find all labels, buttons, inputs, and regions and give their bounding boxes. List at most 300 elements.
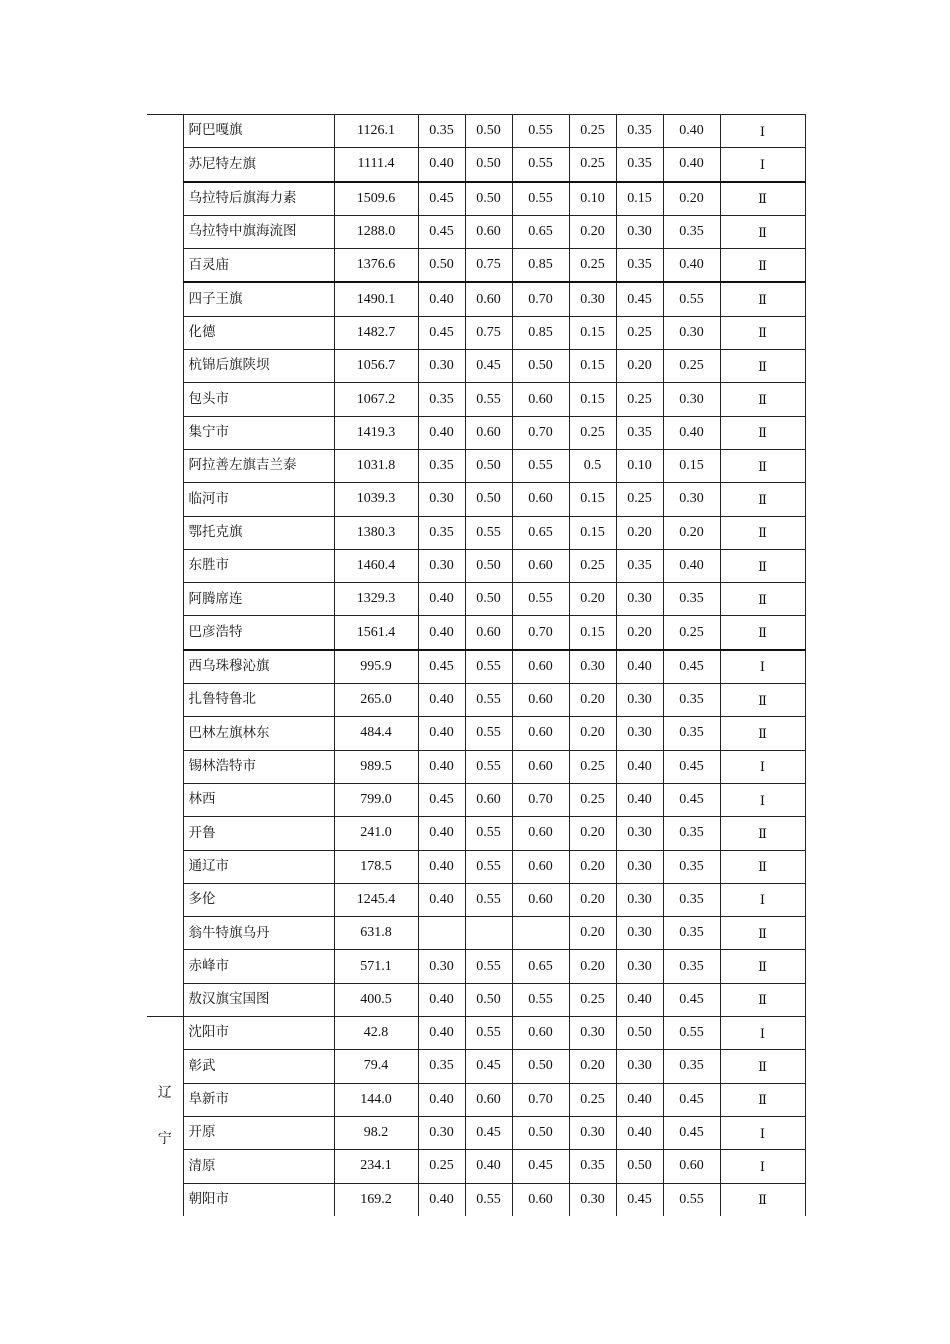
value-cell: 0.55 (465, 850, 512, 883)
altitude-cell: 1067.2 (334, 383, 418, 416)
value-cell: 0.40 (616, 750, 663, 783)
value-cell: 0.60 (512, 483, 569, 516)
value-cell: 0.20 (663, 182, 720, 216)
table-row (147, 983, 805, 1016)
table-row (147, 549, 805, 582)
value-cell: 0.45 (616, 1183, 663, 1216)
table-row (147, 1083, 805, 1116)
value-cell: 0.25 (616, 483, 663, 516)
value-cell: 0.50 (512, 350, 569, 383)
table-row (147, 182, 805, 216)
value-cell: 0.20 (569, 883, 616, 916)
value-cell: 0.30 (569, 1116, 616, 1149)
value-cell: 0.25 (418, 1150, 465, 1183)
station-name-cell: 阿拉善左旗吉兰泰 (183, 449, 334, 482)
value-cell: 0.70 (512, 416, 569, 449)
grade-cell: Ⅰ (720, 650, 805, 684)
value-cell: 0.35 (663, 950, 720, 983)
altitude-cell: 1460.4 (334, 549, 418, 582)
station-name-cell: 朝阳市 (183, 1183, 334, 1216)
altitude-cell: 169.2 (334, 1183, 418, 1216)
value-cell: 0.30 (569, 650, 616, 684)
value-cell: 0.55 (512, 148, 569, 182)
value-cell: 0.40 (663, 549, 720, 582)
altitude-cell: 631.8 (334, 917, 418, 950)
value-cell: 0.55 (663, 1017, 720, 1050)
grade-cell: Ⅱ (720, 249, 805, 283)
value-cell: 0.40 (663, 249, 720, 283)
value-cell: 0.55 (465, 717, 512, 750)
value-cell: 0.10 (569, 182, 616, 216)
value-cell: 0.30 (616, 1050, 663, 1083)
grade-cell: Ⅰ (720, 1017, 805, 1050)
value-cell: 0.65 (512, 215, 569, 248)
value-cell: 0.60 (465, 616, 512, 650)
value-cell: 0.55 (465, 750, 512, 783)
altitude-cell: 241.0 (334, 817, 418, 850)
table-row (147, 883, 805, 916)
value-cell: 0.20 (569, 850, 616, 883)
altitude-cell: 1288.0 (334, 215, 418, 248)
station-name-cell: 开原 (183, 1116, 334, 1149)
value-cell: 0.60 (465, 416, 512, 449)
value-cell: 0.35 (663, 817, 720, 850)
value-cell: 0.40 (465, 1150, 512, 1183)
value-cell: 0.70 (512, 1083, 569, 1116)
station-name-cell: 临河市 (183, 483, 334, 516)
value-cell: 0.35 (418, 449, 465, 482)
value-cell: 0.45 (616, 282, 663, 316)
grade-cell: Ⅱ (720, 1050, 805, 1083)
altitude-cell: 1419.3 (334, 416, 418, 449)
value-cell: 0.60 (512, 817, 569, 850)
value-cell: 0.55 (465, 1017, 512, 1050)
province-char: 辽 (157, 1085, 172, 1102)
value-cell: 0.15 (569, 383, 616, 416)
value-cell: 0.55 (512, 182, 569, 216)
table-row (147, 350, 805, 383)
grade-cell: Ⅱ (720, 616, 805, 650)
value-cell: 0.35 (616, 416, 663, 449)
value-cell: 0.60 (512, 383, 569, 416)
value-cell: 0.75 (465, 316, 512, 349)
station-name-cell: 乌拉特后旗海力素 (183, 182, 334, 216)
table-row (147, 950, 805, 983)
value-cell: 0.55 (512, 449, 569, 482)
value-cell: 0.55 (512, 583, 569, 616)
table-row (147, 750, 805, 783)
grade-cell: Ⅰ (720, 783, 805, 816)
altitude-cell: 1126.1 (334, 115, 418, 148)
value-cell: 0.25 (569, 783, 616, 816)
altitude-cell: 1031.8 (334, 449, 418, 482)
station-name-cell: 清原 (183, 1150, 334, 1183)
altitude-cell: 1245.4 (334, 883, 418, 916)
grade-cell: Ⅱ (720, 282, 805, 316)
value-cell: 0.40 (418, 750, 465, 783)
value-cell: 0.35 (418, 516, 465, 549)
station-name-cell: 乌拉特中旗海流图 (183, 215, 334, 248)
value-cell: 0.40 (418, 717, 465, 750)
value-cell: 0.55 (512, 983, 569, 1016)
value-cell: 0.40 (418, 1017, 465, 1050)
table-row (147, 516, 805, 549)
altitude-cell: 484.4 (334, 717, 418, 750)
value-cell: 0.20 (569, 717, 616, 750)
altitude-cell: 400.5 (334, 983, 418, 1016)
value-cell: 0.15 (569, 316, 616, 349)
value-cell: 0.60 (512, 1183, 569, 1216)
grade-cell: Ⅱ (720, 416, 805, 449)
grade-cell: Ⅱ (720, 983, 805, 1016)
value-cell: 0.40 (418, 282, 465, 316)
grade-cell: Ⅱ (720, 950, 805, 983)
table-row (147, 1150, 805, 1183)
altitude-cell: 1482.7 (334, 316, 418, 349)
value-cell: 0.75 (465, 249, 512, 283)
value-cell: 0.35 (663, 850, 720, 883)
table-row (147, 416, 805, 449)
value-cell: 0.45 (663, 1083, 720, 1116)
value-cell: 0.15 (569, 483, 616, 516)
grade-cell: Ⅰ (720, 883, 805, 916)
value-cell: 0.40 (418, 616, 465, 650)
value-cell: 0.60 (465, 1083, 512, 1116)
table-row (147, 717, 805, 750)
grade-cell: Ⅰ (720, 750, 805, 783)
value-cell: 0.30 (418, 1116, 465, 1149)
value-cell: 0.25 (569, 750, 616, 783)
value-cell: 0.45 (663, 650, 720, 684)
value-cell: 0.35 (616, 115, 663, 148)
grade-cell: Ⅰ (720, 1150, 805, 1183)
station-name-cell: 沈阳市 (183, 1017, 334, 1050)
table-body (147, 115, 805, 1216)
table-row (147, 850, 805, 883)
grade-cell: Ⅱ (720, 449, 805, 482)
value-cell: 0.35 (663, 684, 720, 717)
table-row (147, 449, 805, 482)
station-name-cell: 开鲁 (183, 817, 334, 850)
table-row (147, 249, 805, 283)
station-name-cell: 巴林左旗林东 (183, 717, 334, 750)
grade-cell: Ⅱ (720, 350, 805, 383)
value-cell: 0.30 (616, 950, 663, 983)
value-cell: 0.20 (569, 583, 616, 616)
table-row (147, 783, 805, 816)
grade-cell: Ⅱ (720, 516, 805, 549)
value-cell: 0.60 (465, 783, 512, 816)
grade-cell: Ⅱ (720, 717, 805, 750)
value-cell: 0.45 (663, 1116, 720, 1149)
station-name-cell: 通辽市 (183, 850, 334, 883)
station-name-cell: 多伦 (183, 883, 334, 916)
value-cell: 0.60 (512, 717, 569, 750)
value-cell: 0.40 (418, 148, 465, 182)
grade-cell: Ⅰ (720, 115, 805, 148)
value-cell: 0.15 (616, 182, 663, 216)
value-cell: 0.25 (569, 416, 616, 449)
value-cell: 0.50 (418, 249, 465, 283)
value-cell: 0.60 (512, 650, 569, 684)
value-cell: 0.40 (663, 416, 720, 449)
value-cell: 0.45 (418, 215, 465, 248)
value-cell: 0.35 (418, 383, 465, 416)
value-cell: 0.35 (663, 1050, 720, 1083)
value-cell (465, 917, 512, 950)
value-cell: 0.30 (616, 850, 663, 883)
altitude-cell: 1376.6 (334, 249, 418, 283)
value-cell: 0.40 (418, 1183, 465, 1216)
station-name-cell: 集宁市 (183, 416, 334, 449)
value-cell: 0.50 (465, 182, 512, 216)
wind-snow-pressure-table (147, 114, 806, 1216)
grade-cell: Ⅱ (720, 483, 805, 516)
value-cell: 0.35 (418, 115, 465, 148)
altitude-cell: 178.5 (334, 850, 418, 883)
value-cell: 0.20 (569, 917, 616, 950)
table-row (147, 282, 805, 316)
value-cell: 0.50 (465, 483, 512, 516)
value-cell: 0.40 (418, 850, 465, 883)
value-cell: 0.30 (418, 350, 465, 383)
altitude-cell: 1056.7 (334, 350, 418, 383)
value-cell: 0.30 (616, 817, 663, 850)
table-row (147, 383, 805, 416)
value-cell: 0.20 (616, 350, 663, 383)
province-cell (147, 1017, 183, 1216)
table-row (147, 650, 805, 684)
value-cell: 0.25 (616, 316, 663, 349)
value-cell: 0.25 (569, 549, 616, 582)
value-cell: 0.60 (512, 750, 569, 783)
value-cell: 0.20 (616, 616, 663, 650)
value-cell: 0.20 (569, 817, 616, 850)
grade-cell: Ⅰ (720, 1116, 805, 1149)
altitude-cell: 98.2 (334, 1116, 418, 1149)
value-cell: 0.45 (418, 316, 465, 349)
altitude-cell: 1509.6 (334, 182, 418, 216)
value-cell: 0.25 (569, 148, 616, 182)
value-cell: 0.40 (616, 1116, 663, 1149)
value-cell: 0.20 (569, 950, 616, 983)
value-cell: 0.30 (569, 1183, 616, 1216)
value-cell: 0.30 (616, 917, 663, 950)
altitude-cell: 799.0 (334, 783, 418, 816)
altitude-cell: 79.4 (334, 1050, 418, 1083)
value-cell: 0.40 (616, 650, 663, 684)
table-row (147, 483, 805, 516)
table-row (147, 616, 805, 650)
altitude-cell: 1111.4 (334, 148, 418, 182)
value-cell: 0.35 (616, 148, 663, 182)
value-cell: 0.15 (569, 350, 616, 383)
value-cell: 0.30 (616, 883, 663, 916)
station-name-cell: 彰武 (183, 1050, 334, 1083)
value-cell: 0.60 (465, 282, 512, 316)
value-cell: 0.25 (569, 115, 616, 148)
station-name-cell: 锡林浩特市 (183, 750, 334, 783)
station-name-cell: 四子王旗 (183, 282, 334, 316)
value-cell: 0.25 (663, 616, 720, 650)
station-name-cell: 扎鲁特鲁北 (183, 684, 334, 717)
station-name-cell: 包头市 (183, 383, 334, 416)
grade-cell: Ⅱ (720, 1083, 805, 1116)
station-name-cell: 化德 (183, 316, 334, 349)
value-cell: 0.40 (663, 148, 720, 182)
value-cell: 0.50 (616, 1150, 663, 1183)
value-cell: 0.15 (663, 449, 720, 482)
value-cell: 0.50 (465, 449, 512, 482)
province-cell (147, 115, 183, 1017)
value-cell: 0.55 (465, 1183, 512, 1216)
value-cell: 0.10 (616, 449, 663, 482)
value-cell: 0.35 (663, 215, 720, 248)
value-cell: 0.35 (663, 917, 720, 950)
table-row (147, 1017, 805, 1050)
grade-cell: Ⅱ (720, 1183, 805, 1216)
value-cell: 0.65 (512, 516, 569, 549)
altitude-cell: 995.9 (334, 650, 418, 684)
station-name-cell: 阿巴嘎旗 (183, 115, 334, 148)
value-cell: 0.50 (465, 115, 512, 148)
value-cell: 0.55 (465, 516, 512, 549)
station-name-cell: 翁牛特旗乌丹 (183, 917, 334, 950)
value-cell: 0.55 (465, 883, 512, 916)
value-cell: 0.30 (616, 684, 663, 717)
value-cell: 0.35 (569, 1150, 616, 1183)
table-row (147, 115, 805, 148)
altitude-cell: 1561.4 (334, 616, 418, 650)
value-cell: 0.45 (418, 182, 465, 216)
value-cell: 0.55 (512, 115, 569, 148)
value-cell: 0.50 (465, 583, 512, 616)
altitude-cell: 234.1 (334, 1150, 418, 1183)
value-cell: 0.40 (418, 817, 465, 850)
value-cell: 0.30 (569, 282, 616, 316)
value-cell: 0.85 (512, 249, 569, 283)
station-name-cell: 西乌珠穆沁旗 (183, 650, 334, 684)
station-name-cell: 东胜市 (183, 549, 334, 582)
value-cell: 0.5 (569, 449, 616, 482)
value-cell: 0.45 (465, 350, 512, 383)
value-cell: 0.40 (418, 684, 465, 717)
value-cell: 0.45 (663, 983, 720, 1016)
value-cell: 0.70 (512, 783, 569, 816)
value-cell: 0.30 (663, 383, 720, 416)
value-cell: 0.30 (418, 483, 465, 516)
value-cell: 0.20 (569, 215, 616, 248)
station-name-cell: 百灵庙 (183, 249, 334, 283)
altitude-cell: 571.1 (334, 950, 418, 983)
table-row (147, 1183, 805, 1216)
table-row (147, 316, 805, 349)
value-cell: 0.45 (512, 1150, 569, 1183)
value-cell: 0.40 (663, 115, 720, 148)
value-cell: 0.60 (512, 684, 569, 717)
province-name (157, 1070, 173, 1162)
station-name-cell: 阜新市 (183, 1083, 334, 1116)
value-cell: 0.35 (663, 583, 720, 616)
data-table-sheet (147, 114, 806, 1216)
grade-cell: Ⅱ (720, 549, 805, 582)
value-cell: 0.30 (616, 717, 663, 750)
value-cell: 0.55 (663, 1183, 720, 1216)
value-cell: 0.55 (465, 950, 512, 983)
station-name-cell: 阿腾席连 (183, 583, 334, 616)
value-cell: 0.60 (512, 1017, 569, 1050)
value-cell: 0.35 (663, 717, 720, 750)
value-cell: 0.70 (512, 616, 569, 650)
value-cell: 0.40 (418, 983, 465, 1016)
value-cell: 0.45 (418, 650, 465, 684)
value-cell: 0.25 (616, 383, 663, 416)
value-cell: 0.40 (418, 883, 465, 916)
station-name-cell: 赤峰市 (183, 950, 334, 983)
province-char: 宁 (157, 1131, 172, 1148)
value-cell: 0.30 (663, 316, 720, 349)
value-cell: 0.45 (418, 783, 465, 816)
value-cell: 0.20 (569, 1050, 616, 1083)
altitude-cell: 1329.3 (334, 583, 418, 616)
value-cell: 0.55 (465, 383, 512, 416)
value-cell: 0.50 (465, 983, 512, 1016)
altitude-cell: 265.0 (334, 684, 418, 717)
value-cell: 0.35 (616, 549, 663, 582)
station-name-cell: 巴彦浩特 (183, 616, 334, 650)
table-row (147, 917, 805, 950)
table-row (147, 1050, 805, 1083)
value-cell: 0.45 (663, 783, 720, 816)
grade-cell: Ⅱ (720, 850, 805, 883)
value-cell: 0.25 (569, 983, 616, 1016)
value-cell: 0.30 (569, 1017, 616, 1050)
value-cell: 0.45 (465, 1116, 512, 1149)
altitude-cell: 42.8 (334, 1017, 418, 1050)
grade-cell: Ⅱ (720, 817, 805, 850)
value-cell (512, 917, 569, 950)
value-cell: 0.40 (418, 583, 465, 616)
table-row (147, 684, 805, 717)
grade-cell: Ⅱ (720, 182, 805, 216)
table-row (147, 215, 805, 248)
value-cell: 0.40 (616, 983, 663, 1016)
value-cell: 0.65 (512, 950, 569, 983)
altitude-cell: 144.0 (334, 1083, 418, 1116)
value-cell: 0.40 (616, 783, 663, 816)
station-name-cell: 敖汉旗宝国图 (183, 983, 334, 1016)
value-cell: 0.50 (512, 1116, 569, 1149)
table-row (147, 583, 805, 616)
value-cell: 0.55 (465, 650, 512, 684)
table-row (147, 1116, 805, 1149)
station-name-cell: 林西 (183, 783, 334, 816)
value-cell: 0.45 (465, 1050, 512, 1083)
station-name-cell: 杭锦后旗陕坝 (183, 350, 334, 383)
value-cell: 0.40 (418, 1083, 465, 1116)
value-cell: 0.35 (663, 883, 720, 916)
value-cell: 0.50 (512, 1050, 569, 1083)
value-cell: 0.55 (663, 282, 720, 316)
grade-cell: Ⅱ (720, 215, 805, 248)
value-cell: 0.60 (512, 850, 569, 883)
value-cell: 0.70 (512, 282, 569, 316)
value-cell: 0.40 (418, 416, 465, 449)
grade-cell: Ⅱ (720, 383, 805, 416)
value-cell: 0.50 (465, 549, 512, 582)
value-cell: 0.20 (663, 516, 720, 549)
grade-cell: Ⅱ (720, 917, 805, 950)
